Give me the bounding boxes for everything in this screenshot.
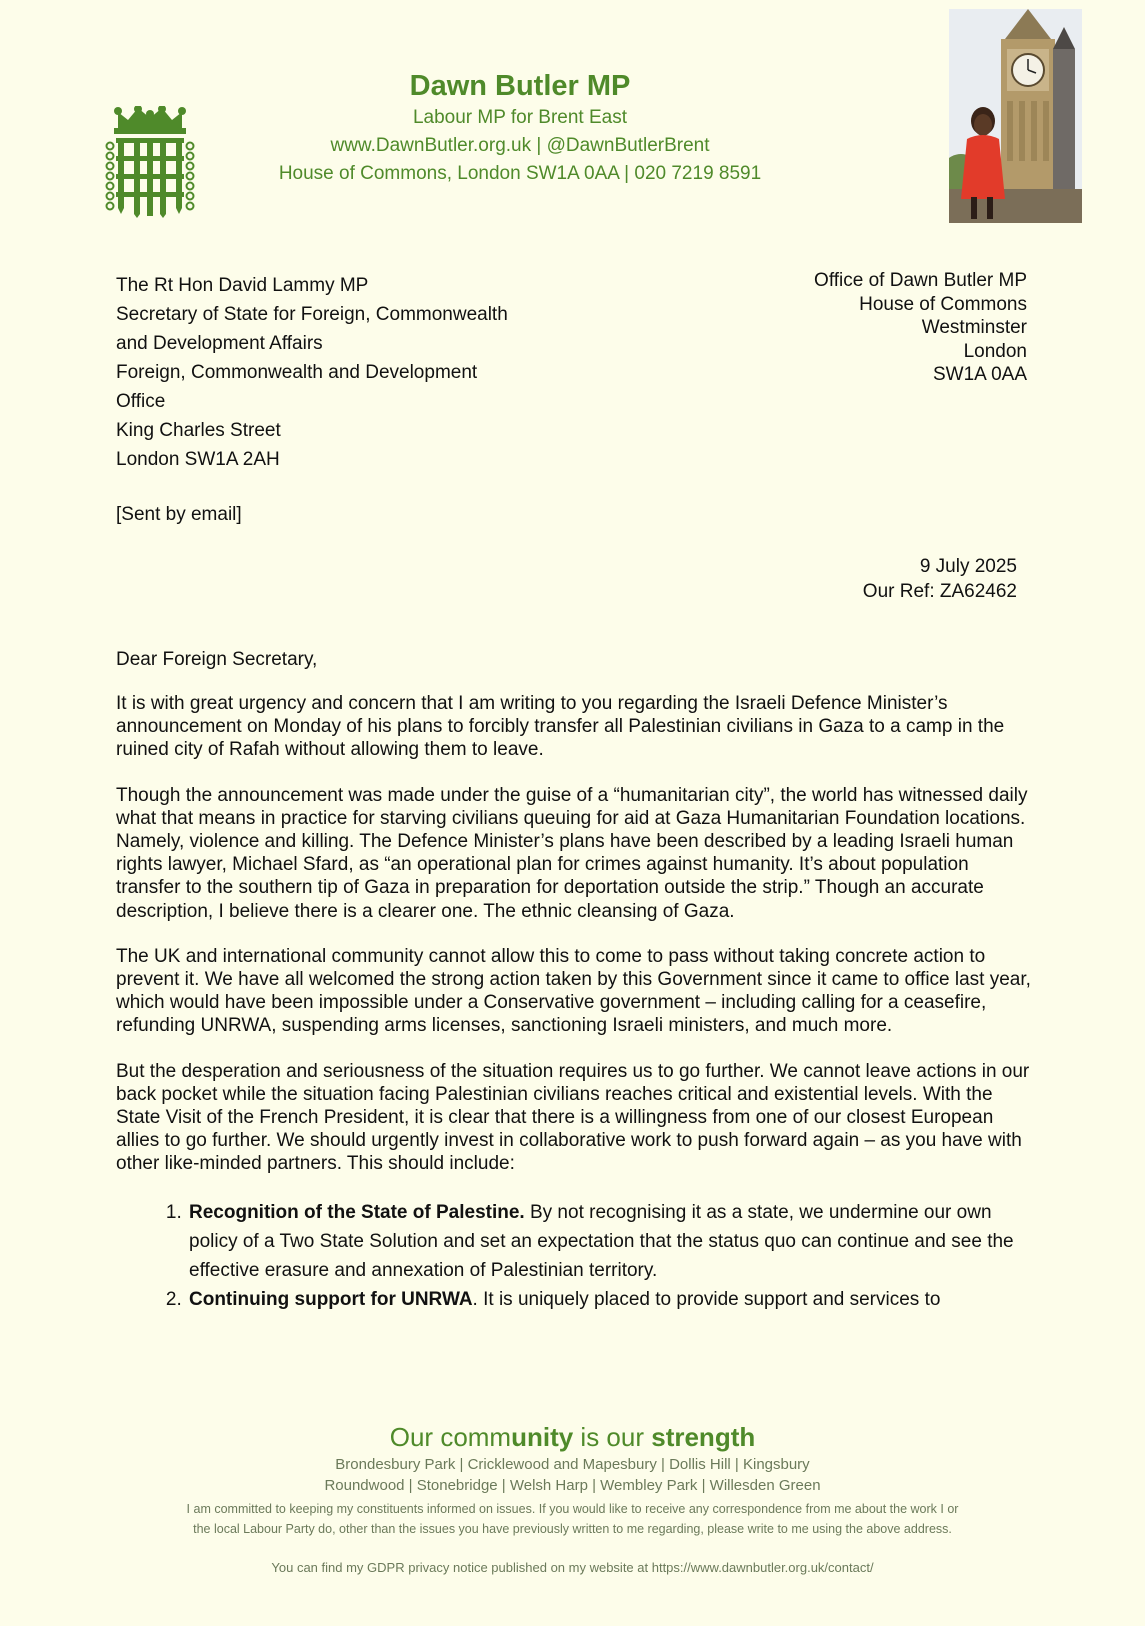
recipient-line: The Rt Hon David Lammy MP — [116, 275, 369, 296]
body-paragraph: It is with great urgency and concern that I am writing to you regarding the Israeli Defence Minister’s announcement on Monday of his plans to forcibly transfer all Palestinian civilians in Gaza to a camp in the ruined city of Rafah without allowing them to leave. — [116, 693, 1005, 761]
sender-line: Office of Dawn Butler MP — [814, 270, 1027, 291]
list-item-heading: Continuing support for UNRWA — [189, 1288, 473, 1310]
slogan-part: strength — [651, 1422, 756, 1452]
letter-footer — [0, 1420, 1145, 1577]
slogan-part: unity — [511, 1422, 574, 1452]
mp-photo — [949, 9, 1082, 223]
mp-role: Labour MP for Brent East — [412, 107, 628, 128]
slogan-part: is our — [573, 1422, 652, 1452]
sender-line: Westminster — [921, 317, 1027, 338]
footer-wards: Brondesbury Park | Cricklewood and Mapesbury | Dollis Hill | Kingsbury — [335, 1456, 810, 1473]
recipient-line: and Development Affairs — [116, 333, 323, 354]
recipient-line: London SW1A 2AH — [116, 449, 280, 470]
sender-line: House of Commons — [859, 293, 1027, 315]
slogan-part: Our comm — [389, 1422, 512, 1452]
recipient-line: King Charles Street — [116, 420, 281, 441]
recipient-line: Office — [116, 391, 166, 412]
sent-note: [Sent by email] — [116, 504, 242, 525]
mp-name: Dawn Butler MP — [409, 70, 631, 102]
footer-gdpr: You can find my GDPR privacy notice published on my website at https://www.dawnbutler.org.uk/contact/ — [271, 1560, 874, 1575]
recipient-line: Foreign, Commonwealth and Development — [116, 362, 478, 383]
recipient-line: Secretary of State for Foreign, Commonwealth — [116, 304, 508, 325]
list-item-heading: Recognition of the State of Palestine. — [189, 1201, 525, 1223]
letter-reference: Our Ref: ZA62462 — [862, 581, 1017, 602]
recipient-address — [116, 271, 586, 474]
sender-line: London — [963, 340, 1027, 362]
footer-wards: Roundwood | Stonebridge | Welsh Harp | Wembley Park | Willesden Green — [324, 1477, 821, 1494]
date-reference — [863, 554, 1017, 604]
portcullis-icon — [104, 106, 196, 218]
list-item — [187, 1285, 1031, 1314]
list-item — [187, 1198, 1031, 1285]
letter-date: 9 July 2025 — [919, 556, 1017, 577]
footer-notice: I am committed to keeping my constituents informed on issues. If you would like to receive any correspondence from me about the work I or — [186, 1502, 959, 1516]
letterhead — [230, 68, 810, 188]
sender-address — [814, 269, 1027, 387]
list-item-text: . It is uniquely placed to provide support and services to — [472, 1288, 941, 1310]
mp-address-phone: House of Commons, London SW1A 0AA | 020 7219 8591 — [278, 163, 762, 184]
footer-notice: the local Labour Party do, other than the issues you have previously written to me regarding, please write to me using the above address. — [193, 1521, 952, 1536]
list-item-text: By not recognising it as a state, we undermine our own policy of a Two State Solution and set an expectation that the status quo can continue and see the effective erasure and annexation of Palestinian territory. — [189, 1201, 1014, 1281]
mp-web-social: www.DawnButler.org.uk | @DawnButlerBrent — [330, 135, 710, 156]
body-paragraph: Though the announcement was made under the guise of a “humanitarian city”, the world has witnessed daily what that means in practice for starving civilians queuing for aid at Gaza Humanitarian Foundation locations. Namely, violence and killing. The Defence Minister’s plans have been described by a leading Israeli human rights lawyer, Michael Sfard, as “an operational plan for crimes against humanity. It’s about population transfer to the southern tip of Gaza in preparation for deportation outside the strip.” Though an accurate description, I believe there is a clearer one. The ethnic cleansing of Gaza. — [116, 784, 1028, 922]
letter-body — [116, 648, 1031, 1314]
body-paragraph: But the desperation and seriousness of the situation requires us to go further. We cannot leave actions in our back pocket while the situation facing Palestinian civilians reaches critical and existential levels. With the State Visit of the French President, it is clear that there is a willingness from one of our closest European allies to go further. We should urgently invest in collaborative work to push forward again – as you have with other like-minded partners. This should include: — [116, 1060, 1030, 1175]
sender-line: SW1A 0AA — [933, 364, 1027, 385]
body-paragraph: The UK and international community cannot allow this to come to pass without taking concrete action to prevent it. We have all welcomed the strong action taken by this Government since it came to office last year, which would have been impossible under a Conservative government – including calling for a ceasefire, refunding UNRWA, suspending arms licenses, sanctioning Israeli ministers, and much more. — [116, 945, 1031, 1037]
salutation: Dear Foreign Secretary, — [116, 649, 318, 670]
demands-list — [116, 1198, 1031, 1314]
footer-slogan — [0, 1420, 1145, 1454]
